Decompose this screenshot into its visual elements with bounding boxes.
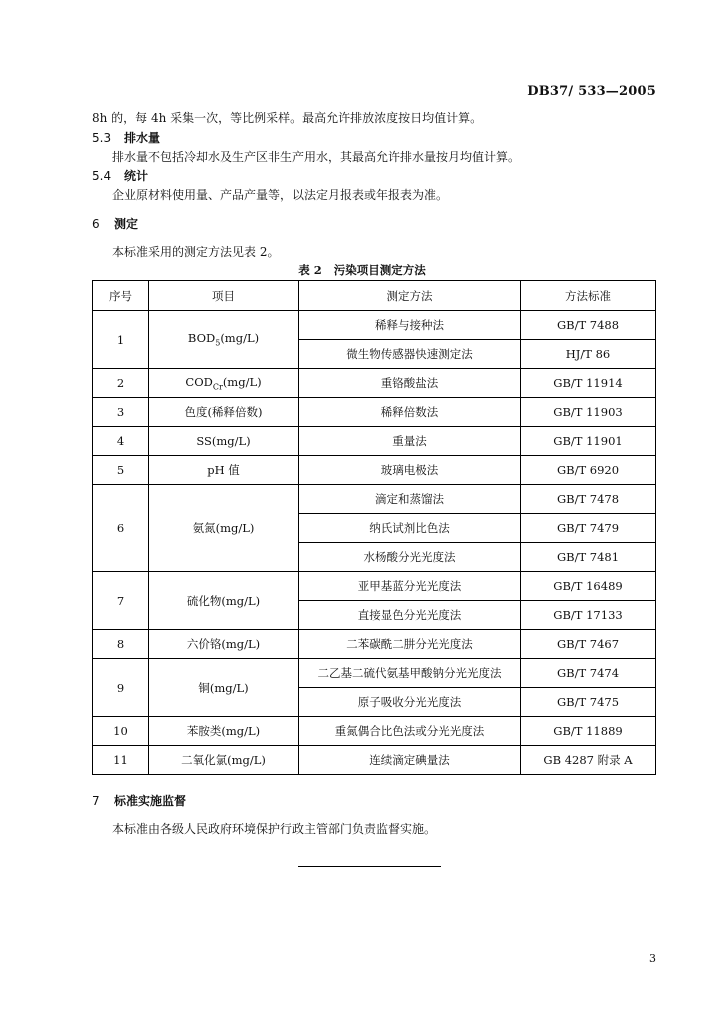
row-standard: GB 4287 附录 A	[521, 746, 656, 775]
end-rule-divider	[298, 866, 441, 867]
row-item: 六价铬(mg/L)	[149, 630, 299, 659]
table-row	[93, 630, 656, 659]
section-title: 排水量	[124, 131, 161, 145]
row-item: 色度(稀释倍数)	[149, 398, 299, 427]
section-title: 测定	[114, 217, 139, 231]
row-method: 重氮偶合比色法或分光光度法	[299, 717, 521, 746]
row-standard: GB/T 7479	[521, 514, 656, 543]
table-row	[93, 456, 656, 485]
row-standard: GB/T 7475	[521, 688, 656, 717]
section-5-4-heading	[92, 168, 148, 184]
row-number: 9	[93, 659, 149, 717]
row-method: 玻璃电极法	[299, 456, 521, 485]
row-item: $COD_{Cr}(mg/L)$	[149, 369, 299, 398]
row-number: 10	[93, 717, 149, 746]
row-standard: GB/T 7481	[521, 543, 656, 572]
row-standard: GB/T 7474	[521, 659, 656, 688]
row-standard: GB/T 6920	[521, 456, 656, 485]
row-method: 直接显色分光光度法	[299, 601, 521, 630]
row-method: 原子吸收分光光度法	[299, 688, 521, 717]
table-row	[93, 659, 656, 688]
document-code: DB37/ 533—2005	[527, 84, 656, 99]
row-method: 微生物传感器快速测定法	[299, 340, 521, 369]
header-method: 测定方法	[299, 281, 521, 311]
table-row	[93, 572, 656, 601]
row-method: 连续滴定碘量法	[299, 746, 521, 775]
table-row	[93, 746, 656, 775]
continued-paragraph: 8h 的，每 4h 采集一次，等比例采样。最高允许排放浓度按日均值计算。	[92, 111, 483, 125]
row-method: 重量法	[299, 427, 521, 456]
section-7-text: 本标准由各级人民政府环境保护行政主管部门负责监督实施。	[112, 822, 437, 836]
row-number: 11	[93, 746, 149, 775]
section-5-4-text: 企业原材料使用量、产品产量等，以法定月报表或年报表为准。	[112, 188, 449, 202]
section-number: 6	[92, 217, 100, 231]
row-number: 4	[93, 427, 149, 456]
row-standard: GB/T 17133	[521, 601, 656, 630]
table-caption-title: 污染项目测定方法	[333, 263, 426, 277]
row-standard: GB/T 11903	[521, 398, 656, 427]
row-item: 二氧化氯(mg/L)	[149, 746, 299, 775]
header-no: 序号	[93, 281, 149, 311]
row-number: 6	[93, 485, 149, 572]
row-item: SS(mg/L)	[149, 427, 299, 456]
row-item: 硫化物(mg/L)	[149, 572, 299, 630]
table-row	[93, 398, 656, 427]
page-number: 3	[649, 952, 656, 965]
section-7-heading	[92, 793, 186, 809]
table-row	[93, 311, 656, 340]
row-standard: GB/T 7488	[521, 311, 656, 340]
table-row	[93, 369, 656, 398]
row-item: 铜(mg/L)	[149, 659, 299, 717]
section-number: 7	[92, 794, 100, 808]
section-number: 5.3	[92, 131, 112, 145]
section-title: 标准实施监督	[114, 794, 187, 808]
row-number: 1	[93, 311, 149, 369]
table-caption	[0, 262, 724, 278]
table-row	[93, 717, 656, 746]
row-standard: GB/T 11901	[521, 427, 656, 456]
row-number: 5	[93, 456, 149, 485]
row-number: 2	[93, 369, 149, 398]
row-method: 二乙基二硫代氨基甲酸钠分光光度法	[299, 659, 521, 688]
section-6-heading	[92, 216, 138, 232]
row-item: 氨氮(mg/L)	[149, 485, 299, 572]
table-caption-label: 表 2	[298, 263, 322, 277]
header-standard: 方法标准	[521, 281, 656, 311]
row-standard: GB/T 11889	[521, 717, 656, 746]
section-5-3-heading	[92, 130, 160, 146]
section-6-text: 本标准采用的测定方法见表 2。	[112, 245, 280, 259]
table-header-row	[93, 281, 656, 311]
row-standard: GB/T 11914	[521, 369, 656, 398]
row-method: 亚甲基蓝分光光度法	[299, 572, 521, 601]
row-method: 稀释与接种法	[299, 311, 521, 340]
row-item: 苯胺类(mg/L)	[149, 717, 299, 746]
row-standard: GB/T 16489	[521, 572, 656, 601]
section-number: 5.4	[92, 169, 112, 183]
row-number: 8	[93, 630, 149, 659]
row-number: 3	[93, 398, 149, 427]
row-item: $BOD_5(mg/L)$	[149, 311, 299, 369]
row-method: 二苯碳酰二肼分光光度法	[299, 630, 521, 659]
row-item: pH 值	[149, 456, 299, 485]
row-number: 7	[93, 572, 149, 630]
section-title: 统计	[124, 169, 149, 183]
row-standard: HJ/T 86	[521, 340, 656, 369]
row-method: 滴定和蒸馏法	[299, 485, 521, 514]
table-row	[93, 485, 656, 514]
row-method: 水杨酸分光光度法	[299, 543, 521, 572]
methods-table	[92, 280, 656, 775]
row-method: 纳氏试剂比色法	[299, 514, 521, 543]
row-method: 稀释倍数法	[299, 398, 521, 427]
row-standard: GB/T 7478	[521, 485, 656, 514]
row-method: 重铬酸盐法	[299, 369, 521, 398]
table-row	[93, 427, 656, 456]
row-standard: GB/T 7467	[521, 630, 656, 659]
header-item: 项目	[149, 281, 299, 311]
section-5-3-text: 排水量不包括冷却水及生产区非生产用水，其最高允许排水量按月均值计算。	[112, 150, 521, 164]
